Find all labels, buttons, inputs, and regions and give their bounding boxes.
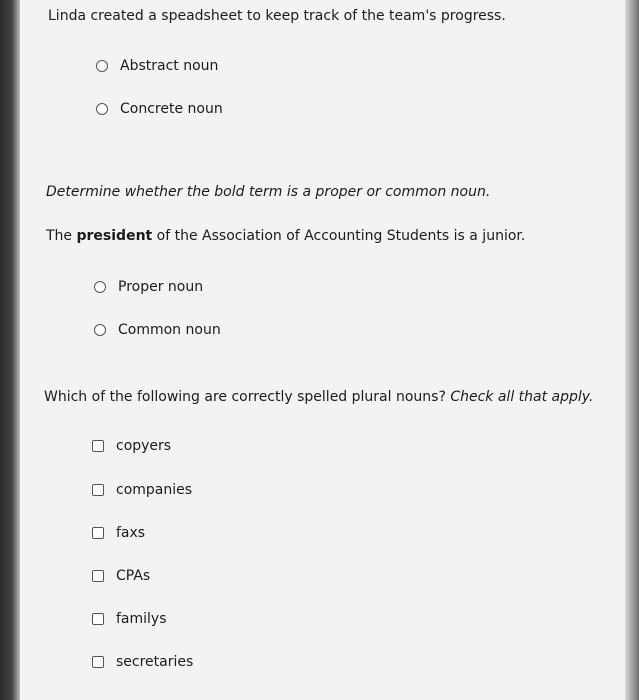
left-dark-border [0, 0, 20, 700]
q3-option-companies[interactable] [92, 482, 192, 498]
option-label: Concrete noun [120, 101, 223, 117]
radio-icon[interactable] [94, 281, 106, 293]
q3-option-cpas[interactable] [92, 568, 150, 584]
q3-question-text: Which of the following are correctly spelled plural nouns? [44, 389, 451, 405]
q1-option-abstract[interactable] [96, 58, 218, 74]
checkbox-icon[interactable] [92, 440, 104, 452]
right-dark-border [625, 0, 639, 700]
checkbox-icon[interactable] [92, 484, 104, 496]
option-label: CPAs [116, 568, 151, 584]
q2-sentence [46, 228, 525, 244]
q2-option-proper[interactable] [94, 279, 203, 295]
option-label: Common noun [118, 322, 221, 338]
option-label: familys [116, 611, 167, 627]
sentence-end: of the Association of Accounting Students is a junior. [152, 228, 526, 244]
option-label: faxs [116, 525, 146, 541]
option-label: Abstract noun [120, 58, 219, 74]
radio-icon[interactable] [96, 103, 108, 115]
radio-icon[interactable] [96, 60, 108, 72]
q3-question [44, 389, 593, 405]
sentence-start: The [46, 228, 77, 244]
checkbox-icon[interactable] [92, 613, 104, 625]
q1-option-concrete[interactable] [96, 101, 223, 117]
q3-option-copyers[interactable] [92, 438, 171, 454]
checkbox-icon[interactable] [92, 570, 104, 582]
option-label: companies [116, 482, 193, 498]
option-label: secretaries [116, 654, 194, 670]
option-label: Proper noun [118, 279, 204, 295]
q3-instruction: Check all that apply. [450, 389, 594, 405]
q3-option-secretaries[interactable] [92, 654, 193, 670]
q2-option-common[interactable] [94, 322, 221, 338]
q3-option-faxs[interactable] [92, 525, 145, 541]
bold-term: president [76, 228, 153, 244]
q1-prompt: Linda created a speadsheet to keep track of the team's progress. [48, 8, 506, 24]
radio-icon[interactable] [94, 324, 106, 336]
checkbox-icon[interactable] [92, 527, 104, 539]
q2-instruction: Determine whether the bold term is a proper or common noun. [46, 184, 491, 200]
q3-option-familys[interactable] [92, 611, 167, 627]
checkbox-icon[interactable] [92, 656, 104, 668]
option-label: copyers [116, 438, 172, 454]
quiz-page [20, 0, 625, 700]
